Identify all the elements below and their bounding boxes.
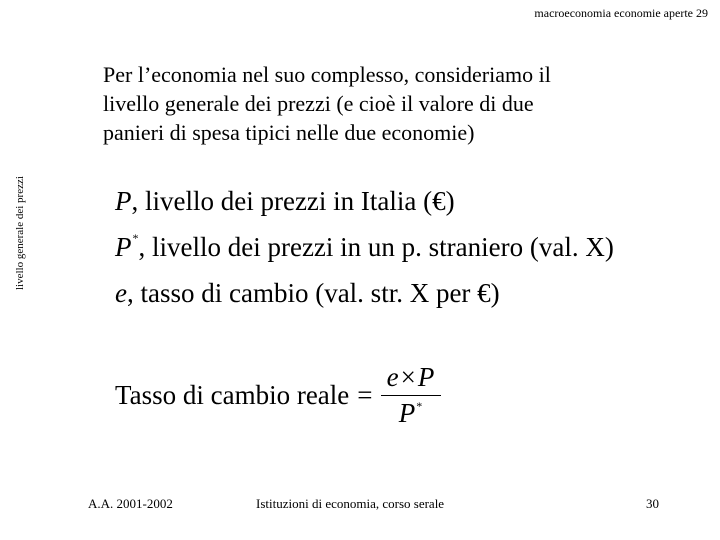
denominator-p: P — [398, 398, 416, 428]
numerator-p: P — [417, 362, 435, 392]
footer-academic-year: A.A. 2001-2002 — [88, 496, 173, 511]
intro-line-1: Per l’economia nel suo complesso, consideriamo il — [103, 62, 551, 87]
definition-exchange-rate — [115, 278, 500, 309]
slide-header-title: macroeconomia economie aperte 29 — [534, 6, 708, 20]
definition-text: , tasso di cambio (val. str. X per €) — [126, 278, 500, 308]
fraction-numerator — [383, 362, 439, 395]
formula-label: Tasso di cambio reale — [115, 380, 350, 410]
symbol-e: e — [115, 278, 127, 308]
symbol-p: P — [115, 186, 132, 216]
vertical-side-label: livello generale dei prezzi — [14, 176, 26, 290]
symbol-p-star: P — [115, 232, 132, 262]
fraction-denominator — [399, 396, 423, 429]
definition-foreign-price-level — [115, 232, 614, 263]
equals-sign: = — [357, 380, 373, 410]
formula-fraction — [381, 362, 441, 429]
definition-text: , livello dei prezzi in un p. straniero (val. X) — [138, 232, 614, 262]
real-exchange-rate-formula — [115, 362, 441, 429]
footer-page-number: 30 — [646, 496, 659, 511]
times-sign: × — [400, 362, 416, 392]
definition-domestic-price-level — [115, 186, 455, 217]
intro-line-2: livello generale dei prezzi (e cioè il valore di due — [103, 91, 534, 116]
numerator-e: e — [386, 362, 399, 392]
footer-course-title: Istituzioni di economia, corso serale — [256, 496, 445, 511]
intro-line-3: panieri di spesa tipici nelle due economie) — [103, 120, 475, 145]
denominator-star: * — [416, 399, 423, 413]
intro-paragraph — [103, 60, 623, 147]
star-superscript: * — [132, 231, 139, 245]
definition-text: , livello dei prezzi in Italia (€) — [131, 186, 455, 216]
